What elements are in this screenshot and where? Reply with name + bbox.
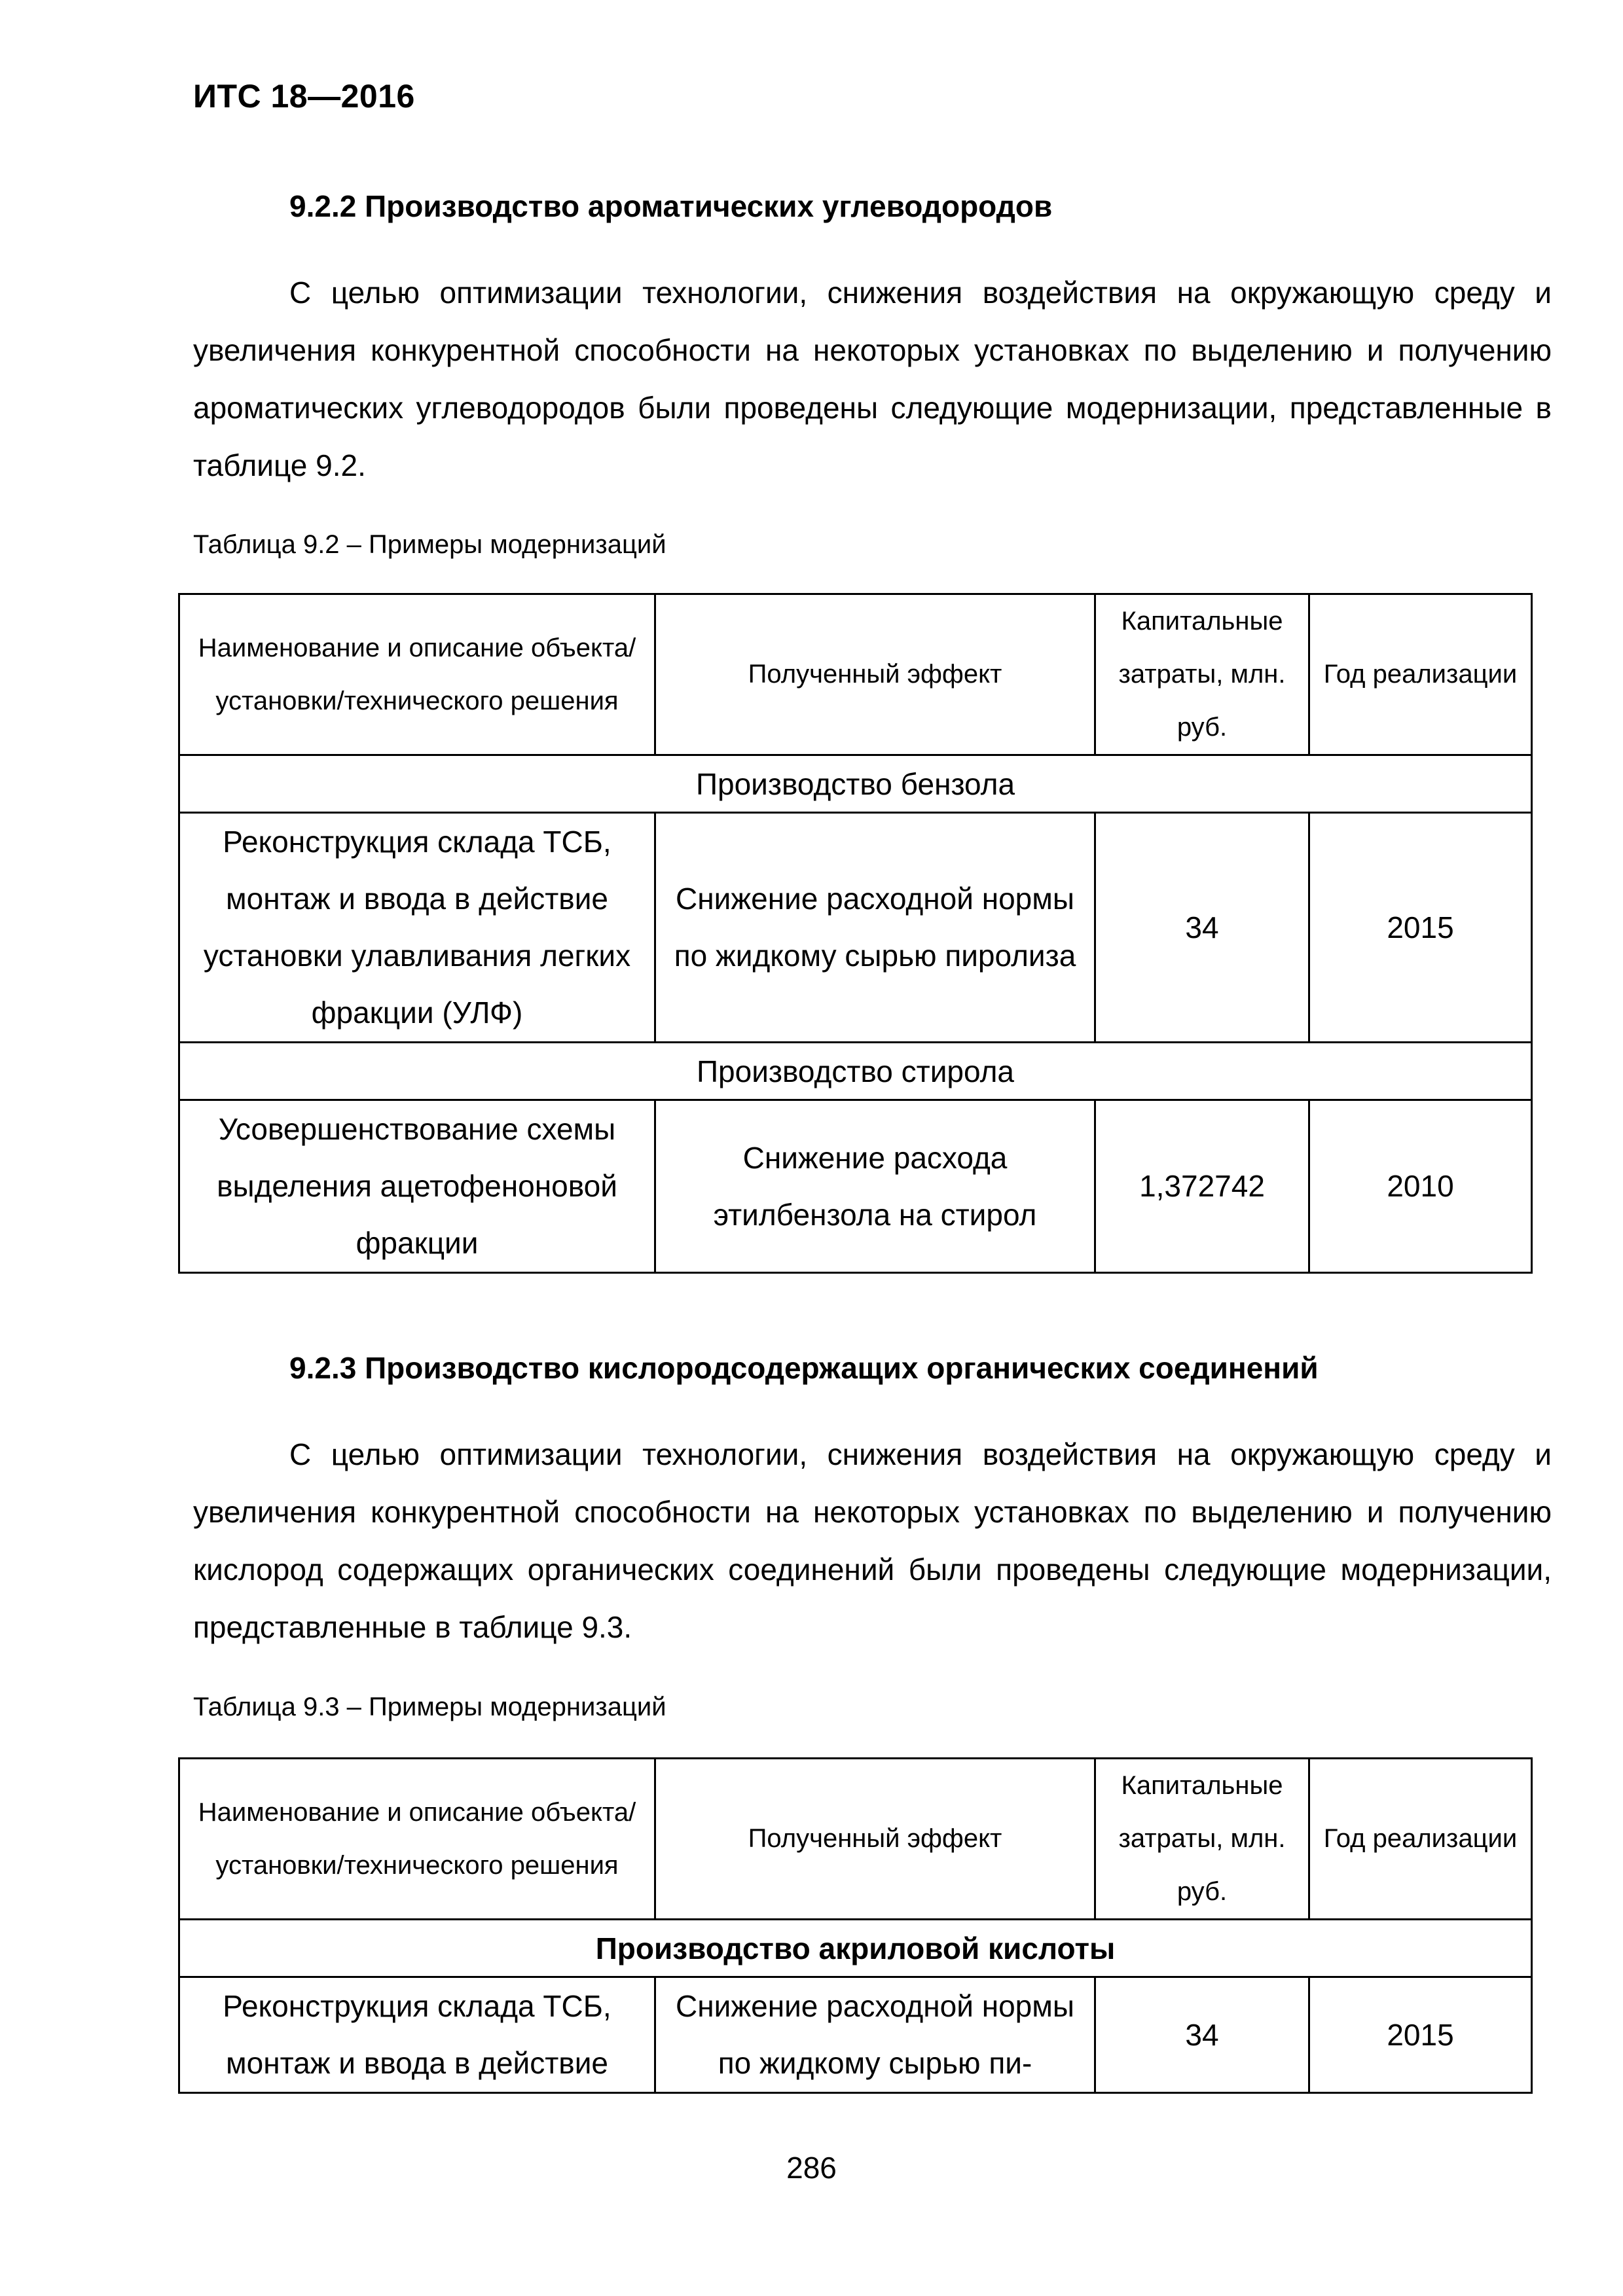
cell-year: 2015: [1309, 1977, 1532, 2093]
cell-name: Реконструкция склада ТСБ, монтаж и ввода в действие установки улавливания легких фракции (УЛФ): [179, 813, 655, 1043]
cell-name: Реконструкция склада ТСБ, монтаж и ввода в действие: [179, 1977, 655, 2093]
section-heading-9-2-3: 9.2.3 Производство кислородсодержащих органических соединений: [289, 1351, 1319, 1385]
header-cell-cost: Капитальные затраты, млн. руб.: [1095, 1759, 1309, 1920]
table-caption-9-3: Таблица 9.3 – Примеры модернизаций: [193, 1693, 666, 1721]
table-9-3: [178, 1757, 1533, 2094]
section-heading-9-2-2: 9.2.2 Производство ароматических углеводородов: [289, 189, 1053, 223]
header-cell-name: Наименование и описание объекта/установки/технического решения: [179, 1759, 655, 1920]
table-header-row: [179, 594, 1532, 755]
group-title-acrylic-acid: Производство акриловой кислоты: [179, 1920, 1532, 1977]
section-paragraph-9-2-3: С целью оптимизации технологии, снижения воздействия на окружающую среду и увеличения конкурентной способности на некоторых установках по выделению и получению кислород содержащих органических соединений были проведены следующие модернизации, представленные в таблице 9.3.: [193, 1437, 1552, 1644]
table-9-2: [178, 593, 1533, 1274]
cell-cost: 34: [1095, 813, 1309, 1043]
cell-effect: Снижение расхода этилбензола на стирол: [655, 1100, 1095, 1273]
cell-cost: 34: [1095, 1977, 1309, 2093]
table-group-row: [179, 755, 1532, 813]
table-row: [179, 813, 1532, 1043]
section-paragraph-9-2-2: С целью оптимизации технологии, снижения воздействия на окружающую среду и увеличения конкурентной способности на некоторых установках по выделению и получению ароматических углеводородов были проведены следующие модернизации, представленные в таблице 9.2.: [193, 276, 1552, 482]
cell-name: Усовершенствование схемы выделения ацетофеноновой фракции: [179, 1100, 655, 1273]
cell-effect: Снижение расходной нормы по жидкому сырью пиролиза: [655, 813, 1095, 1043]
table-row: [179, 1977, 1532, 2093]
page-number: 286: [786, 2151, 837, 2185]
table-group-row: [179, 1920, 1532, 1977]
cell-year: 2010: [1309, 1100, 1532, 1273]
table-caption-9-2: Таблица 9.2 – Примеры модернизаций: [193, 530, 666, 559]
table-header-row: [179, 1759, 1532, 1920]
cell-cost: 1,372742: [1095, 1100, 1309, 1273]
cell-year: 2015: [1309, 813, 1532, 1043]
header-cell-effect: Полученный эффект: [655, 594, 1095, 755]
group-title-benzene: Производство бензола: [179, 755, 1532, 813]
header-cell-year: Год реализации: [1309, 1759, 1532, 1920]
table-row: [179, 1100, 1532, 1273]
header-cell-name: Наименование и описание объекта/установки/технического решения: [179, 594, 655, 755]
table-group-row: [179, 1043, 1532, 1100]
header-cell-year: Год реализации: [1309, 594, 1532, 755]
header-cell-cost: Капитальные затраты, млн. руб.: [1095, 594, 1309, 755]
header-cell-effect: Полученный эффект: [655, 1759, 1095, 1920]
group-title-styrene: Производство стирола: [179, 1043, 1532, 1100]
cell-effect: Снижение расходной нормы по жидкому сырью пи-: [655, 1977, 1095, 2093]
document-code: ИТС 18—2016: [193, 78, 415, 115]
